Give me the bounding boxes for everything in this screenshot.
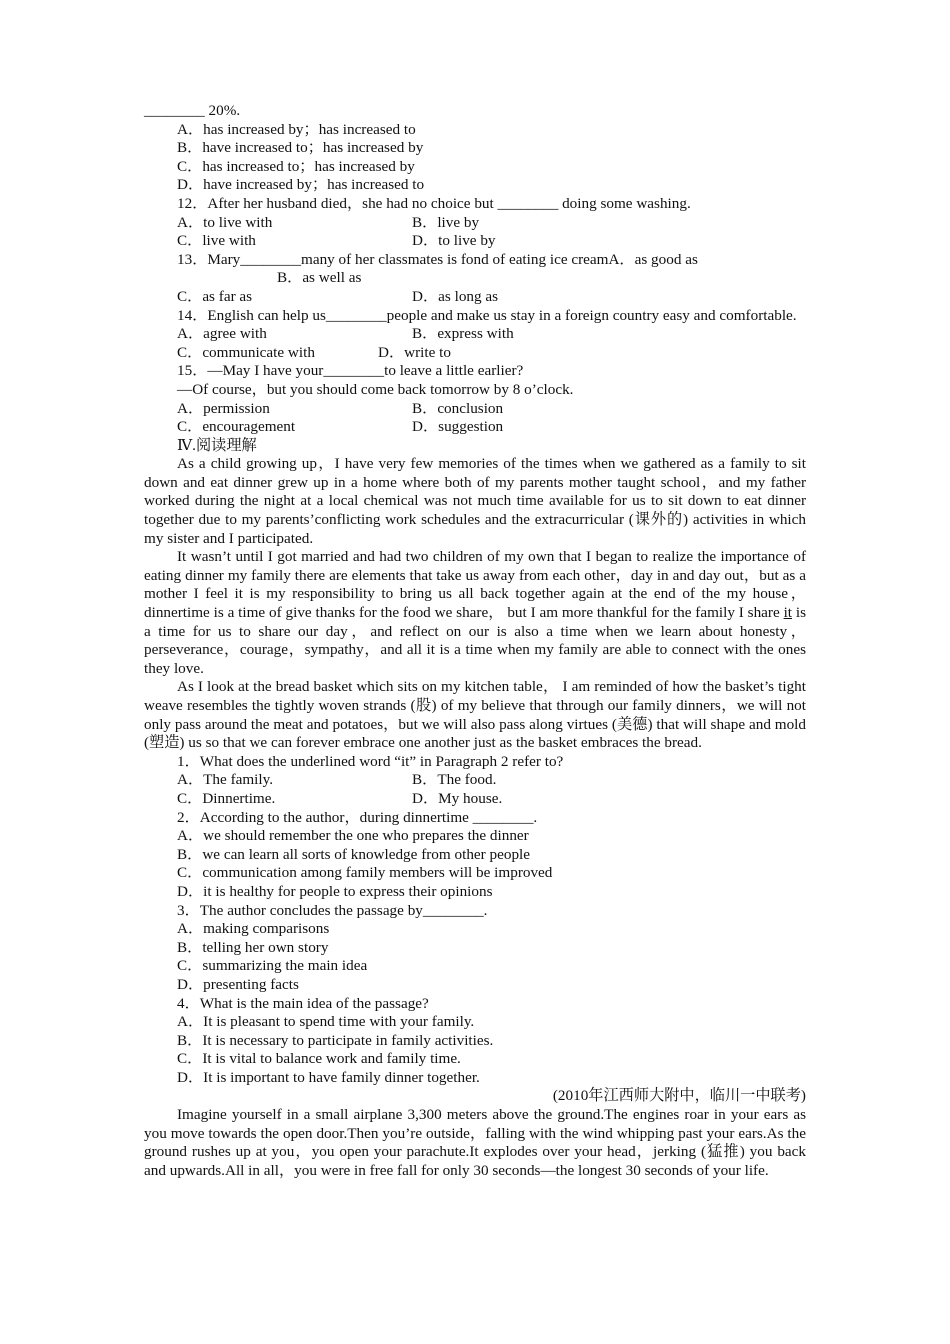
passage1-paragraph-1: As a child growing up，I have very few memories of the times when we gathered as a family to sit down and eat dinner grew up in a home where both of my parents mother taught school，and my father worked during the night at a local chemical was not much time available for us to sit down to eat dinner together due to my parents’conflicting work schedules and the extracurricular (课外的) activities in which my sister and I participated. [144, 455, 806, 547]
reading-q3-option-a: A．making comparisons [177, 920, 330, 938]
reading-q2-option-c: C．communication among family members will be improved [177, 864, 553, 882]
q14-options-row2 [144, 344, 806, 363]
q15-stem-1: 15．—May I have your________to leave a little earlier? [177, 362, 524, 380]
q12-option-a: A．to live with [177, 213, 273, 231]
reading-q4-stem: 4．What is the main idea of the passage? [177, 994, 429, 1012]
q13-option-d: D．as long as [412, 287, 499, 305]
q13-option-c: C．as far as [177, 287, 253, 305]
paragraph-2-text-before: It wasn’t until I got married and had two children of my own that I began to realize the importance of eating dinner my family there are elements that take us away from each other，day in and day out，but as a mother I feel it is my responsibility to bring us all back together again at the end of the my house，dinnertime is a time of give thanks for the food we share， but I am more thankful for the family I share [144, 548, 806, 622]
q15-options-row2 [144, 418, 806, 437]
passage2-paragraph-1: Imagine yourself in a small airplane 3,300 meters above the ground.The engines roar in your ears as you move towards the open door.Then you’re outside，falling with the wind whipping past your ears.As the ground rushes up at you，you open your parachute.It explodes over your head，jerking (猛推) you back and upwards.All in all，you were in free fall for only 30 seconds—the longest 30 seconds of your life. [144, 1106, 806, 1179]
reading-q2-option-a: A．we should remember the one who prepares the dinner [177, 827, 529, 845]
reading-q1-stem: 1．What does the underlined word “it” in Paragraph 2 refer to? [177, 752, 564, 770]
q11-option-c: C．has increased to；has increased by [177, 157, 415, 175]
q14-option-d: D．write to [378, 343, 451, 361]
reading-q4-option-b: B．It is necessary to participate in family activities. [177, 1031, 494, 1049]
q15-option-b: B．conclusion [412, 399, 504, 417]
q12-stem: 12．After her husband died，she had no choice but ________ doing some washing. [177, 194, 691, 212]
reading-q3-stem: 3．The author concludes the passage by________. [177, 901, 488, 919]
q15-option-c: C．encouragement [177, 418, 296, 436]
reading-q4-option-d: D．It is important to have family dinner together. [177, 1068, 480, 1086]
reading-q3-option-c: C．summarizing the main idea [177, 957, 368, 975]
document-page [144, 102, 806, 1180]
reading-q1-option-a: A．The family. [177, 771, 274, 789]
q12-option-b: B．live by [412, 213, 480, 231]
source-note: (2010年江西师大附中，临川一中联考) [552, 1087, 806, 1105]
reading-q2-option-b: B．we can learn all sorts of knowledge from other people [177, 845, 530, 863]
q15-stem-2: —Of course，but you should come back tomorrow by 8 o’clock. [177, 380, 574, 398]
reading-q3-option-d: D．presenting facts [177, 975, 299, 993]
section-title: Ⅳ.阅读理解 [177, 436, 257, 454]
reading-q1-option-c: C．Dinnertime. [177, 789, 276, 807]
q14-option-a: A．agree with [177, 325, 267, 343]
reading-q2-stem: 2．According to the author，during dinnertime ________. [177, 808, 538, 826]
reading-q1-option-d: D．My house. [412, 789, 503, 807]
underlined-word-it: it [783, 604, 793, 622]
q13-options-row2 [144, 288, 806, 307]
q15-option-d: D．suggestion [412, 418, 504, 436]
q13-option-b: B．as well as [277, 269, 362, 287]
q11-option-b: B．have increased to；has increased by [177, 139, 424, 157]
q14-option-c: C．communicate with [177, 343, 315, 361]
q15-options-row1 [144, 400, 806, 419]
reading-q4-option-a: A．It is pleasant to spend time with your family. [177, 1013, 475, 1031]
q11-option-d: D．have increased by；has increased to [177, 176, 425, 194]
reading-q4-option-c: C．It is vital to balance work and family time. [177, 1050, 461, 1068]
reading-q1-options-row2 [144, 790, 806, 809]
q12-option-c: C．live with [177, 232, 256, 250]
passage1-paragraph-2 [144, 548, 806, 678]
q13-stem: 13．Mary________many of her classmates is fond of eating ice creamA．as good as [177, 250, 698, 268]
q14-options-row1 [144, 325, 806, 344]
q12-option-d: D．to live by [412, 232, 496, 250]
q12-options-row1 [144, 214, 806, 233]
q12-options-row2 [144, 232, 806, 251]
reading-q2-option-d: D．it is healthy for people to express their opinions [177, 882, 493, 900]
reading-q1-option-b: B．The food. [412, 771, 497, 789]
q14-option-b: B．express with [412, 325, 514, 343]
paragraph-2-text-after: is a time for us to share our day，and reflect on our is also a time when we learn about honesty，perseverance，courage，sympathy，and all it is a time when my family are able to connect with the ones they love. [144, 604, 806, 677]
q15-option-a: A．permission [177, 399, 270, 417]
reading-q3-option-b: B．telling her own story [177, 938, 329, 956]
passage1-paragraph-3: As I look at the bread basket which sits on my kitchen table， I am reminded of how the basket’s tight weave resembles the tightly woven strands (股) of my believe that through our family dinners，we will not only pass around the meat and potatoes，but we will also pass along virtues (美德) that will shape and mold (塑造) us so that we can forever embrace one another just as the basket embraces the bread. [144, 678, 806, 752]
q11-option-a: A．has increased by；has increased to [177, 120, 416, 138]
q11-tail: ________ 20%. [144, 102, 241, 119]
reading-q1-options-row1 [144, 771, 806, 790]
q14-stem: 14．English can help us________people and make us stay in a foreign country easy and comfortable. [177, 306, 797, 324]
